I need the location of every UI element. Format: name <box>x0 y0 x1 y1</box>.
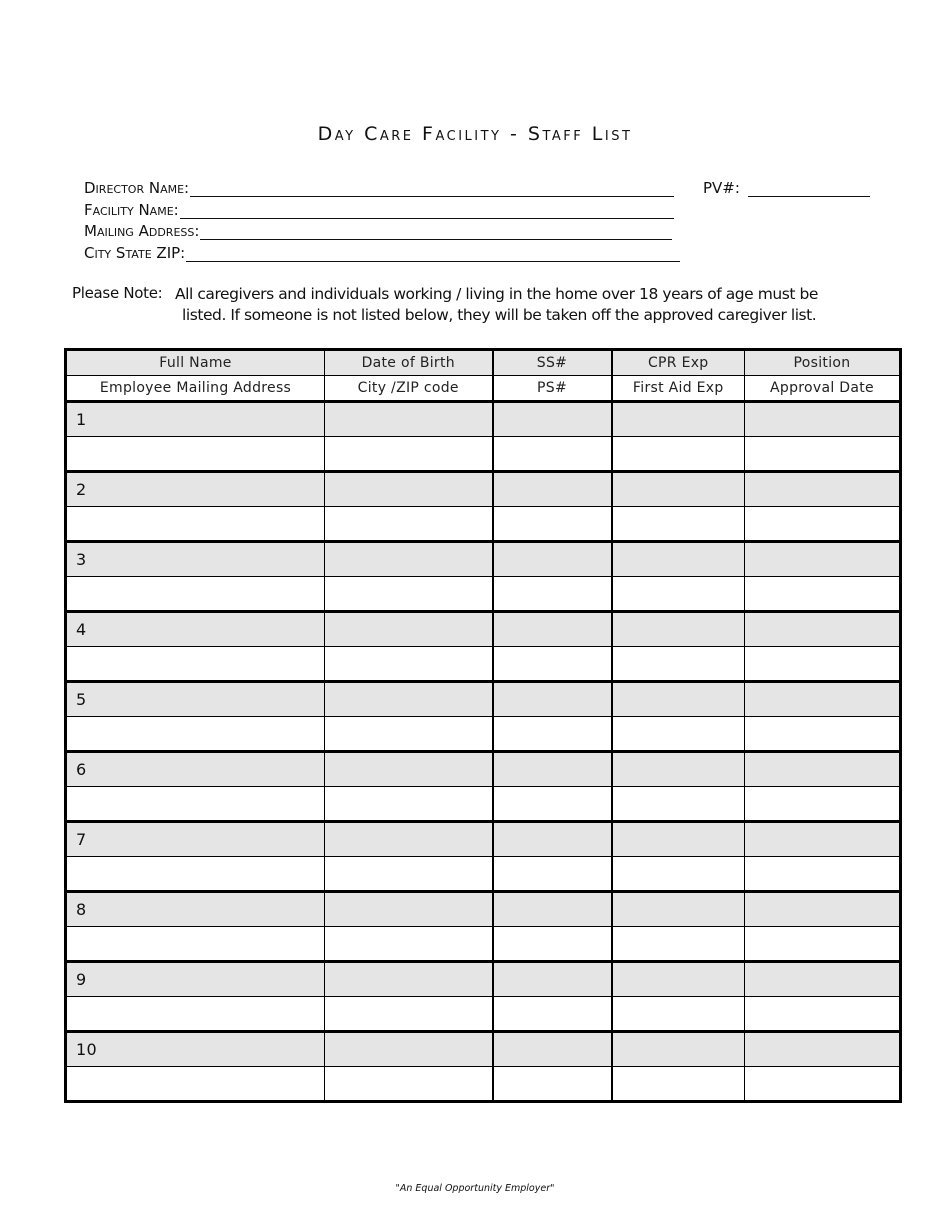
table-row <box>66 472 901 507</box>
entry-cell[interactable] <box>66 927 325 962</box>
entry-cell[interactable] <box>745 822 901 857</box>
entry-cell[interactable] <box>745 612 901 647</box>
row-number-cell[interactable]: 8 <box>66 892 325 927</box>
entry-cell[interactable] <box>612 682 745 717</box>
entry-cell[interactable] <box>745 1067 901 1102</box>
city-state-zip-field[interactable] <box>84 240 680 262</box>
entry-cell[interactable] <box>745 752 901 787</box>
table-row <box>66 437 901 472</box>
entry-cell[interactable] <box>745 927 901 962</box>
entry-cell[interactable] <box>612 857 745 892</box>
table-header-row-2 <box>66 376 901 402</box>
city-state-zip-input-line[interactable] <box>186 244 680 262</box>
entry-cell[interactable] <box>745 577 901 612</box>
entry-cell[interactable] <box>612 1032 745 1067</box>
entry-cell[interactable] <box>66 997 325 1032</box>
header-city-zip-code: City /ZIP code <box>325 376 493 402</box>
entry-cell[interactable] <box>745 437 901 472</box>
entry-cell[interactable] <box>612 542 745 577</box>
entry-cell[interactable] <box>66 647 325 682</box>
header-cpr-exp: CPR Exp <box>612 350 745 376</box>
entry-cell[interactable] <box>612 647 745 682</box>
entry-cell[interactable] <box>66 787 325 822</box>
entry-cell[interactable] <box>325 962 493 997</box>
entry-cell[interactable] <box>612 962 745 997</box>
entry-cell[interactable] <box>493 857 612 892</box>
director-name-field[interactable] <box>84 175 674 197</box>
entry-cell[interactable] <box>493 402 612 437</box>
entry-cell[interactable] <box>612 717 745 752</box>
entry-cell[interactable] <box>612 507 745 542</box>
table-row <box>66 612 901 647</box>
entry-cell[interactable] <box>745 542 901 577</box>
note-text <box>175 284 875 326</box>
entry-cell[interactable] <box>325 787 493 822</box>
row-number-cell[interactable]: 4 <box>66 612 325 647</box>
entry-cell[interactable] <box>745 892 901 927</box>
entry-cell[interactable] <box>325 507 493 542</box>
entry-cell[interactable] <box>66 1067 325 1102</box>
table-row <box>66 787 901 822</box>
entry-cell[interactable] <box>325 682 493 717</box>
entry-cell[interactable] <box>66 577 325 612</box>
entry-cell[interactable] <box>745 402 901 437</box>
table-row <box>66 542 901 577</box>
table-row <box>66 752 901 787</box>
row-number-cell[interactable]: 1 <box>66 402 325 437</box>
entry-cell[interactable] <box>325 927 493 962</box>
facility-name-label: Facility Name: <box>84 201 179 219</box>
entry-cell[interactable] <box>745 787 901 822</box>
staff-table <box>64 348 902 1103</box>
entry-cell[interactable] <box>493 997 612 1032</box>
entry-cell[interactable] <box>745 472 901 507</box>
entry-cell[interactable] <box>612 752 745 787</box>
header-employee-mailing-address: Employee Mailing Address <box>66 376 325 402</box>
pv-number-field[interactable] <box>703 175 870 197</box>
entry-cell[interactable] <box>325 892 493 927</box>
row-number-cell[interactable]: 2 <box>66 472 325 507</box>
entry-cell[interactable] <box>325 717 493 752</box>
table-row <box>66 577 901 612</box>
entry-cell[interactable] <box>493 577 612 612</box>
entry-cell[interactable] <box>493 542 612 577</box>
header-ss-number: SS# <box>493 350 612 376</box>
director-name-label: Director Name: <box>84 179 190 197</box>
row-number-cell[interactable]: 6 <box>66 752 325 787</box>
table-row <box>66 822 901 857</box>
page-title: Day Care Facility - Staff List <box>317 123 633 145</box>
entry-cell[interactable] <box>745 717 901 752</box>
entry-cell[interactable] <box>325 647 493 682</box>
mailing-address-label: Mailing Address: <box>84 222 200 240</box>
entry-cell[interactable] <box>325 577 493 612</box>
entry-cell[interactable] <box>493 472 612 507</box>
entry-cell[interactable] <box>612 402 745 437</box>
row-number-cell[interactable]: 10 <box>66 1032 325 1067</box>
entry-cell[interactable] <box>493 787 612 822</box>
entry-cell[interactable] <box>745 962 901 997</box>
entry-cell[interactable] <box>66 717 325 752</box>
entry-cell[interactable] <box>66 437 325 472</box>
entry-cell[interactable] <box>325 1067 493 1102</box>
header-position: Position <box>745 350 901 376</box>
entry-cell[interactable] <box>493 507 612 542</box>
row-number-cell[interactable]: 9 <box>66 962 325 997</box>
table-row <box>66 507 901 542</box>
entry-cell[interactable] <box>66 857 325 892</box>
entry-cell[interactable] <box>612 1067 745 1102</box>
entry-cell[interactable] <box>745 682 901 717</box>
table-row <box>66 682 901 717</box>
footer-eoe: "An Equal Opportunity Employer" <box>395 1183 555 1194</box>
table-row <box>66 962 901 997</box>
header-approval-date: Approval Date <box>745 376 901 402</box>
city-state-zip-label: City State ZIP: <box>84 244 186 262</box>
table-header-row-1 <box>66 350 901 376</box>
entry-cell[interactable] <box>325 402 493 437</box>
table-row <box>66 1067 901 1102</box>
entry-cell[interactable] <box>745 507 901 542</box>
entry-cell[interactable] <box>745 647 901 682</box>
entry-cell[interactable] <box>325 822 493 857</box>
entry-cell[interactable] <box>493 647 612 682</box>
table-row <box>66 647 901 682</box>
entry-cell[interactable] <box>493 752 612 787</box>
entry-cell[interactable] <box>66 507 325 542</box>
entry-cell[interactable] <box>612 892 745 927</box>
entry-cell[interactable] <box>493 1067 612 1102</box>
facility-name-input-line[interactable] <box>180 201 674 219</box>
table-row <box>66 857 901 892</box>
row-number-cell[interactable]: 3 <box>66 542 325 577</box>
entry-cell[interactable] <box>493 892 612 927</box>
entry-cell[interactable] <box>493 612 612 647</box>
entry-cell[interactable] <box>325 437 493 472</box>
entry-cell[interactable] <box>745 857 901 892</box>
entry-cell[interactable] <box>325 612 493 647</box>
entry-cell[interactable] <box>493 962 612 997</box>
mailing-address-field[interactable] <box>84 218 672 240</box>
note-line-2: listed. If someone is not listed below, they will be taken off the approved caregiver list. <box>182 306 817 324</box>
note-line-1: All caregivers and individuals working / living in the home over 18 years of age must be <box>175 285 818 303</box>
entry-cell[interactable] <box>612 437 745 472</box>
header-first-aid-exp: First Aid Exp <box>612 376 745 402</box>
table-row <box>66 402 901 437</box>
entry-cell[interactable] <box>612 822 745 857</box>
table-row <box>66 927 901 962</box>
entry-cell[interactable] <box>493 717 612 752</box>
entry-cell[interactable] <box>612 472 745 507</box>
table-row <box>66 997 901 1032</box>
entry-cell[interactable] <box>612 577 745 612</box>
facility-name-field[interactable] <box>84 197 674 219</box>
table-row <box>66 1032 901 1067</box>
entry-cell[interactable] <box>612 997 745 1032</box>
entry-cell[interactable] <box>325 1032 493 1067</box>
entry-cell[interactable] <box>493 682 612 717</box>
entry-cell[interactable] <box>325 752 493 787</box>
entry-cell[interactable] <box>325 997 493 1032</box>
entry-cell[interactable] <box>612 927 745 962</box>
entry-cell[interactable] <box>325 542 493 577</box>
entry-cell[interactable] <box>325 857 493 892</box>
entry-cell[interactable] <box>325 472 493 507</box>
entry-cell[interactable] <box>493 927 612 962</box>
header-ps-number: PS# <box>493 376 612 402</box>
entry-cell[interactable] <box>745 997 901 1032</box>
entry-cell[interactable] <box>493 1032 612 1067</box>
entry-cell[interactable] <box>493 822 612 857</box>
entry-cell[interactable] <box>745 1032 901 1067</box>
entry-cell[interactable] <box>493 437 612 472</box>
table-row <box>66 892 901 927</box>
pv-number-input-line[interactable] <box>748 179 870 197</box>
table-row <box>66 717 901 752</box>
row-number-cell[interactable]: 5 <box>66 682 325 717</box>
entry-cell[interactable] <box>612 787 745 822</box>
note-label: Please Note: <box>72 284 163 302</box>
header-date-of-birth: Date of Birth <box>325 350 493 376</box>
header-full-name: Full Name <box>66 350 325 376</box>
row-number-cell[interactable]: 7 <box>66 822 325 857</box>
director-name-input-line[interactable] <box>190 179 674 197</box>
entry-cell[interactable] <box>612 612 745 647</box>
pv-number-label: PV#: <box>703 179 740 197</box>
mailing-address-input-line[interactable] <box>200 222 672 240</box>
